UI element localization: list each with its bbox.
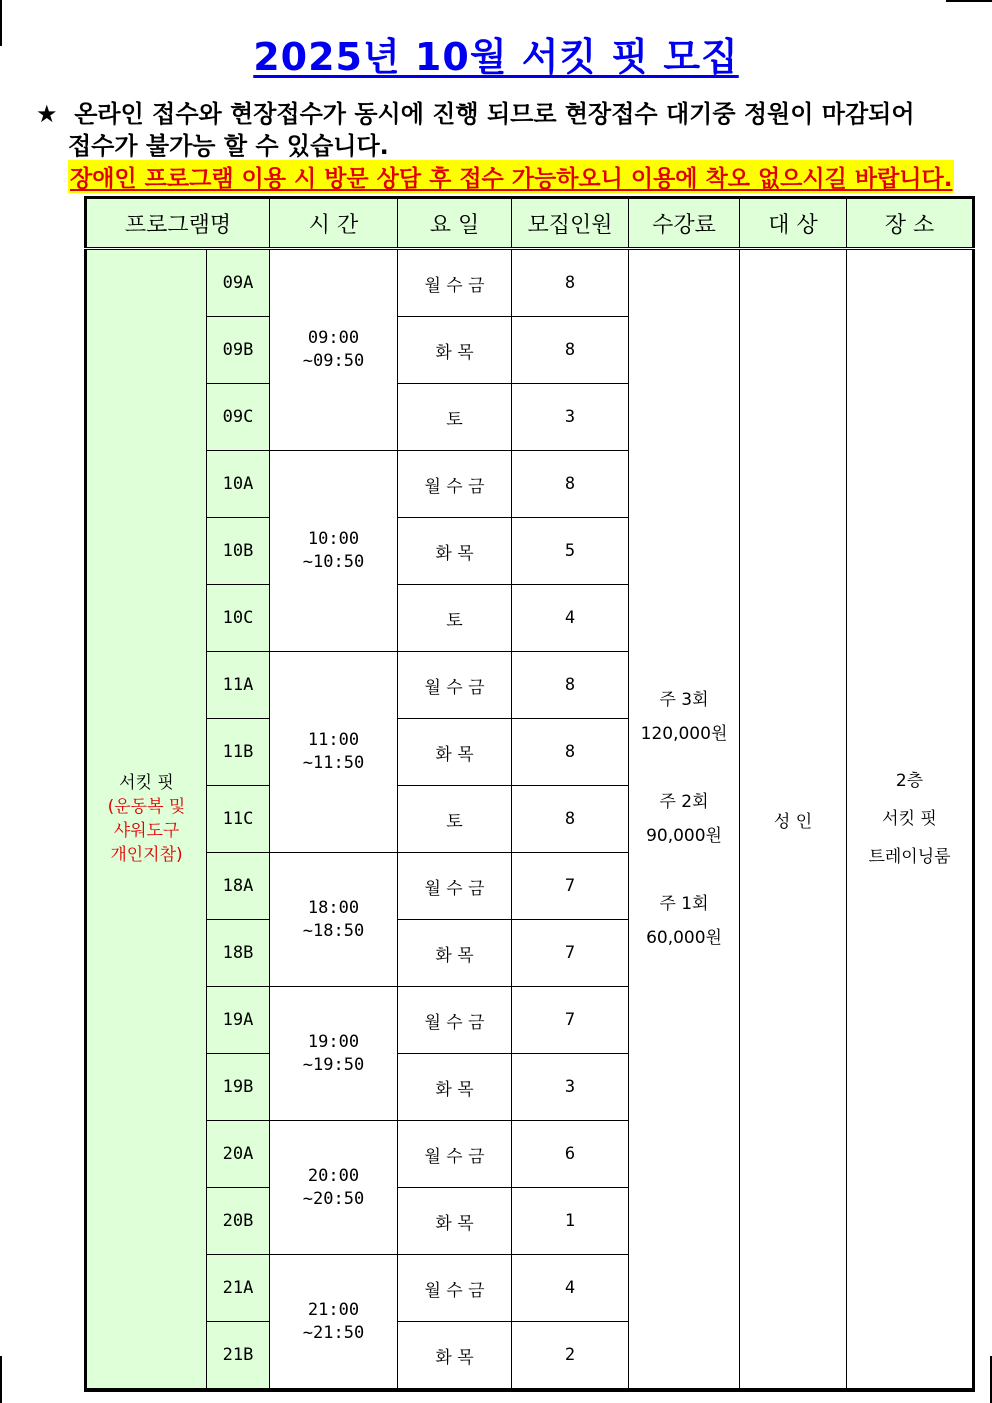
time-slot bbox=[270, 1255, 398, 1391]
class-code: 21B bbox=[207, 1322, 270, 1391]
class-code: 18A bbox=[207, 853, 270, 920]
class-code: 11C bbox=[207, 786, 270, 853]
time-slot bbox=[270, 1121, 398, 1255]
header-time: 시 간 bbox=[270, 198, 398, 249]
class-capacity: 4 bbox=[512, 585, 629, 652]
class-days: 화 목 bbox=[398, 317, 512, 384]
program-note-2: 샤워도구 bbox=[113, 821, 180, 841]
class-days: 토 bbox=[398, 384, 512, 451]
class-code: 11B bbox=[207, 719, 270, 786]
time-start: 10:00 bbox=[307, 529, 360, 549]
program-name: 서킷 핏 bbox=[119, 773, 174, 793]
class-capacity: 5 bbox=[512, 518, 629, 585]
fee-spacer bbox=[629, 751, 739, 785]
class-capacity: 7 bbox=[512, 853, 629, 920]
class-code: 10C bbox=[207, 585, 270, 652]
notice-warning: 장애인 프로그램 이용 시 방문 상담 후 접수 가능하오니 이용에 착오 없으시길 바랍니다. bbox=[68, 160, 954, 193]
class-days: 월 수 금 bbox=[398, 853, 512, 920]
class-days: 화 목 bbox=[398, 1322, 512, 1391]
class-capacity: 3 bbox=[512, 384, 629, 451]
class-capacity: 2 bbox=[512, 1322, 629, 1391]
time-start: 21:00 bbox=[307, 1299, 360, 1320]
time-start: 19:00 bbox=[307, 1031, 360, 1052]
place-line-1: 2층 bbox=[895, 771, 924, 791]
crop-mark-bottom-left bbox=[0, 1356, 2, 1403]
class-capacity: 6 bbox=[512, 1121, 629, 1188]
notice-text-1: 온라인 접수와 현장접수가 동시에 진행 되므로 현장접수 대기중 정원이 마감되어 bbox=[74, 100, 915, 128]
time-end: ~21:50 bbox=[302, 1322, 365, 1343]
program-note-3: 개인지참) bbox=[110, 845, 183, 865]
program-note-1: (운동복 및 bbox=[107, 797, 186, 817]
time-slot bbox=[270, 451, 398, 652]
class-capacity: 7 bbox=[512, 920, 629, 987]
fee-cell bbox=[629, 249, 740, 1391]
class-days: 화 목 bbox=[398, 920, 512, 987]
fee-w1-label: 주 1회 bbox=[659, 894, 709, 914]
class-code: 20A bbox=[207, 1121, 270, 1188]
class-code: 09A bbox=[207, 249, 270, 317]
class-capacity: 4 bbox=[512, 1255, 629, 1322]
time-end: ~20:50 bbox=[302, 1188, 365, 1209]
class-code: 20B bbox=[207, 1188, 270, 1255]
class-capacity: 8 bbox=[512, 652, 629, 719]
class-code: 10A bbox=[207, 451, 270, 518]
class-days: 화 목 bbox=[398, 1188, 512, 1255]
page-title-text: 2025년 10월 서킷 핏 모집 bbox=[253, 35, 739, 79]
time-start: 11:00 bbox=[307, 730, 360, 750]
class-days: 화 목 bbox=[398, 719, 512, 786]
class-days: 월 수 금 bbox=[398, 1121, 512, 1188]
place-line-3: 트레이닝룸 bbox=[868, 847, 951, 867]
class-days: 월 수 금 bbox=[398, 249, 512, 317]
class-days: 월 수 금 bbox=[398, 652, 512, 719]
place-cell bbox=[847, 249, 974, 1391]
time-slot bbox=[270, 652, 398, 853]
time-start: 18:00 bbox=[307, 897, 360, 918]
fee-w2-label: 주 2회 bbox=[659, 792, 709, 812]
class-code: 09C bbox=[207, 384, 270, 451]
class-code: 18B bbox=[207, 920, 270, 987]
page-title bbox=[0, 26, 992, 81]
class-capacity: 8 bbox=[512, 249, 629, 317]
time-start: 09:00 bbox=[307, 328, 360, 348]
header-place: 장 소 bbox=[847, 198, 974, 249]
class-code: 10B bbox=[207, 518, 270, 585]
class-days: 토 bbox=[398, 786, 512, 853]
fee-w3-label: 주 3회 bbox=[659, 690, 709, 710]
time-end: ~19:50 bbox=[302, 1054, 365, 1075]
fee-spacer bbox=[629, 853, 739, 887]
class-days: 화 목 bbox=[398, 1054, 512, 1121]
header-target: 대 상 bbox=[740, 198, 847, 249]
fee-w1-price: 60,000원 bbox=[646, 928, 722, 948]
class-days: 토 bbox=[398, 585, 512, 652]
place-line-2: 서킷 핏 bbox=[882, 809, 937, 829]
class-code: 21A bbox=[207, 1255, 270, 1322]
class-capacity: 8 bbox=[512, 719, 629, 786]
header-capacity: 모집인원 bbox=[512, 198, 629, 249]
class-capacity: 7 bbox=[512, 987, 629, 1054]
time-end: ~11:50 bbox=[302, 753, 365, 773]
program-name-cell bbox=[86, 249, 207, 1391]
star-icon: ★ bbox=[36, 100, 58, 128]
crop-mark-top-right bbox=[946, 0, 992, 2]
notice-line-2: 접수가 불가능 할 수 있습니다. bbox=[68, 132, 389, 160]
class-code: 11A bbox=[207, 652, 270, 719]
time-end: ~09:50 bbox=[302, 351, 365, 371]
time-end: ~18:50 bbox=[302, 920, 365, 941]
class-capacity: 8 bbox=[512, 317, 629, 384]
class-capacity: 1 bbox=[512, 1188, 629, 1255]
class-days: 월 수 금 bbox=[398, 451, 512, 518]
fee-w2-price: 90,000원 bbox=[646, 826, 722, 846]
target-cell: 성 인 bbox=[740, 249, 847, 1391]
notice-line-1 bbox=[36, 94, 915, 129]
class-days: 월 수 금 bbox=[398, 1255, 512, 1322]
time-slot bbox=[270, 987, 398, 1121]
table-row bbox=[86, 249, 974, 317]
fee-w3-price: 120,000원 bbox=[640, 724, 728, 744]
class-capacity: 8 bbox=[512, 786, 629, 853]
class-capacity: 8 bbox=[512, 451, 629, 518]
table-header-row bbox=[86, 198, 974, 249]
header-day: 요 일 bbox=[398, 198, 512, 249]
header-program: 프로그램명 bbox=[86, 198, 270, 249]
class-days: 월 수 금 bbox=[398, 987, 512, 1054]
time-start: 20:00 bbox=[307, 1165, 360, 1186]
time-end: ~10:50 bbox=[302, 552, 365, 572]
class-days: 화 목 bbox=[398, 518, 512, 585]
class-code: 19A bbox=[207, 987, 270, 1054]
time-slot bbox=[270, 853, 398, 987]
schedule-table bbox=[84, 196, 975, 1392]
class-capacity: 3 bbox=[512, 1054, 629, 1121]
class-code: 09B bbox=[207, 317, 270, 384]
header-fee: 수강료 bbox=[629, 198, 740, 249]
class-code: 19B bbox=[207, 1054, 270, 1121]
time-slot bbox=[270, 249, 398, 451]
